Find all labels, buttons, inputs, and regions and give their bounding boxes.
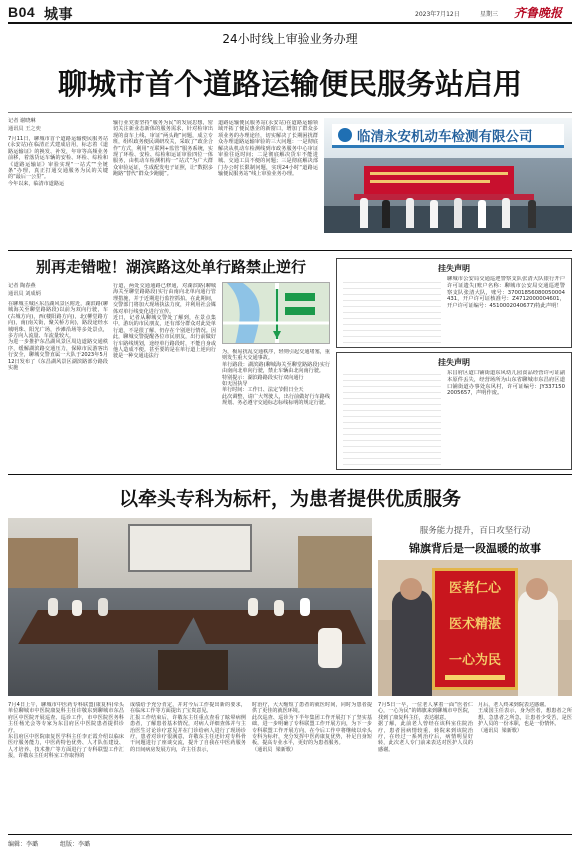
s2-headline: 别再走错啦！湖滨路这处单行路禁止逆行	[35, 258, 306, 276]
s1-credit-reporter: 记者 谢晓琳	[8, 118, 36, 124]
s3-side-kicker: 服务能力提升，百日攻坚行动	[419, 526, 531, 536]
s1-col-3: 道路运输便民服务站(永安站)在道路运输领域开拓了便民惠企的新窗口，增加了群众多项业务的办理途径，切实解决了长期困扰群众办理道路运输审验的三大问题：一是彻底解决从机动车检测线到市政务服务中心审证审验往返时间；二是彻底解决货车不能进城、交通工具不便的问题；三是彻底解决部门办公时长限制问题，实现24小时“道路运输便民服务站”线上审验业务办理。	[218, 120, 318, 178]
s1-headline: 聊城市首个道路运输便民服务站启用	[57, 67, 522, 101]
s3-col-3: 时治疗，大大缩短了患者的就医时间，同时为患者提供了更佳的就医环境。 此次巡查、巡诊为下半年集团工作开展打下了坚实基础，进一步明确了专科联盟工作开展方向，为下一步专科联盟工作开展方向，在今后工作中将继续以牵头专科为标杆，充分发挥中医药康复优势，补足自身短板，提高专业水平，更好的为患者服务。 （通讯员 梁新歌）	[252, 702, 372, 753]
s3-col-4: 7月5日一早，一位老人拿着一面“医者仁心，一心为民”的锦旗来到聊城市中医院，找到了康复科主任，表达谢意。 据了解，此前老人曾经在该科室住院治疗，患者因病情较重，转院来到该院治疗，在经过一系列治疗后，病情明显好转，此次老人专门前来表达对医护人员的感谢。	[378, 702, 473, 753]
s3-col-5: 月后，老人终来到院表达感谢。 王成国主任表示，身为医者，想患者之所想，急患者之所急，让患者少受苦，是医护人员的一份本职，也是一份情怀。 （通讯员 梁新歌）	[478, 702, 572, 734]
banner-line-1: 医者仁心	[448, 581, 501, 596]
notice-2-text: 东昌府区道口铺街道东风幼儿园食品经营许可证副本原件丢失，经营场所为山东省聊城市东昌府区道口铺街道办事处东风村，许可证编号：JY3371502005657，声明作废。	[447, 370, 565, 397]
banner-line-2: 医术精湛	[448, 617, 501, 632]
s3-col-2: 成绩给予充分肯定，并对今后工作提出新的要求，在临床工作等方面提出了宝贵意见。 汇报工作结束后，许敬东主任重点查看了眩晕病例患者，了解患者基本情况，对病人详细查体并与主治医生讨论诊疗意见并在门诊给病人进行了现场诊疗，患者对诊疗很满意，许敬东主任还针对专科骨干问题进行了座谈交流，提升了自我在中医药服务的日间病房发展方向，许主任表示，	[130, 702, 246, 753]
s1-col-2: 输行业党委坚持“服务为民”的发展思想，密切关注新业态新体的服务需求，针对检审出现的食车上线、审证“两头跑”问题，成立专班，组织政务便民调研攻关，采取了“政企合作”方式，利用“互联网+监管”服务系统，实现了环检、安检、综检和运证审验四位一体服务，由机动车检测机构一“站式”为广大群众审验运证，生成配发电子证照，让“数据多跑路”替代“群众少跑腿”。	[113, 120, 213, 178]
s3-photo-meeting	[8, 518, 372, 696]
s3-headline: 以牵头专科为标杆，为患者提供优质服务	[118, 488, 461, 510]
s2-credit-correspondent: 通讯员 刘成炳	[8, 291, 41, 297]
notice-2	[336, 352, 572, 470]
notice-1-text: 聊城市公安局交通巡逻警察支队张清大队银行开户许可证遗失(账户名称：聊城市公安局交通巡逻警察支队张清大队，账号：37001856080050004431，开户许可证核准号：Z4712000004601，开户许可证编号：4510002040677)特此声明！	[447, 276, 565, 310]
issue-date: 2023年7月12日	[415, 11, 460, 18]
s1-kicker: 24小时线上审验业务办理	[222, 32, 358, 46]
road-map	[222, 282, 330, 344]
s2-col-3: 为，极易扰乱交通秩序，轻则引起交通堵塞，重则发生重大交通事故。 单行路段：湖滨路(聊城海关至聊堂路路段)实行由南向北单向行驶，禁止车辆由北向南行驶。 特别提示：湖滨路路段实行双向通行 如无因执导 单行时间：工作日、法定节假日全天 此次调整，请广大驾驶人，出行前做好行车路线规划、务必遵守交通标志标线标明的规定行驶。	[222, 349, 330, 407]
s2-col-2: 行道，两处交通通路已修通，对湖滨路(聊城海关至聊堂路路段)实行由南向北单向通行管理措施，并于近期进行监控抓拍。在此期间，交警部门将加大现场执法力度，并利用社会媒体对单行线变化进行宣传。 近日，记者从聊城交警处了解到，在景点集中，游玩的市民朋友，还有部分群众对此处单行道，不是很了解，仍存在个别逆行情况。因此，聊城交警提醒各位市民朋友，出行前做好行车路线规划，途经单行路段时，不能自身或他人造成不便。甚至要的是在单行道上逆向行驶是一种交通违法行	[113, 283, 216, 360]
notice-1-title: 挂失声明	[438, 264, 470, 273]
s3-side-headline: 锦旗背后是一段温暖的故事	[409, 542, 541, 555]
banner-line-3: 一心为民	[448, 653, 501, 668]
footer-editor: 编辑：李璐	[8, 841, 39, 848]
page-code: B04	[8, 4, 36, 20]
section-name: 城事	[44, 6, 73, 22]
footer-design: 组版：李璐	[60, 841, 91, 848]
notice-2-title: 挂失声明	[438, 358, 470, 367]
s3-photo-banner	[378, 560, 572, 696]
s1-credit-correspondent: 通讯员 王之奕	[8, 126, 41, 132]
station-logo-icon	[338, 128, 352, 142]
s2-col-1: 在聊城主城区东昌湖风景区附近，湖滨路(聊城海关至聊堂路路段)以前为双向行驶，车(古城方向)，西(楼阳路方向)，北(柳堂路方向)，南(南关街，聚关桥方向)，路段途经水城明珠、阳光广场，沙滩沿场等多处景点，多方向人流量、车流量较大。 为进一步推护东昌湖风景区周边道路交通秩序，缓解湖滨路交通压力，保障市民游客出行安全，聊城交警直属一大队于2023年5月12日发布了《东昌湖风景区湖滨路部分路段实施	[8, 301, 108, 372]
notice-1	[336, 258, 572, 348]
s3-col-1: 7月4日上午，聊城市中医药专科联盟(康复科)牵头单位聊城市中医院康复科主任许敬东到聊城市东昌府区中医院开展巡查、巡诊工作，市中医院医务科主任杨光会等专家为东昌府区中医院患者提供诊疗。 东昌府区中医院康复医学科主任李正霞介绍以临床医疗服务能力，中医药特色优势、人才队伍建设、人才培养、技术推广等方面进行了专科联盟工作汇报，许敬东主任对科室工作取得的	[8, 702, 124, 760]
s1-photo	[324, 118, 572, 233]
s2-credit-reporter: 记者 陶春燕	[8, 283, 36, 289]
issue-weekday: 星期三	[480, 11, 499, 18]
station-sign: 临清永安机动车检测有限公司	[332, 124, 564, 148]
award-banner	[432, 568, 518, 690]
paper-logo: 齐鲁晚报	[514, 6, 563, 20]
s1-col-1: 7月11日，聊城市首个道路运输便民服务站(永安站)在临清正式建成启用，标志着《道路运输证》的换发、补发，年审等高频业务前移，着落货运车辆的安检、环检、综检和《道路运输证》审验实现“一站式”“全链条”办理，真正打通交通服务为民的关键的“最后一公里”。 今年以来，临清市道路运	[8, 136, 108, 187]
